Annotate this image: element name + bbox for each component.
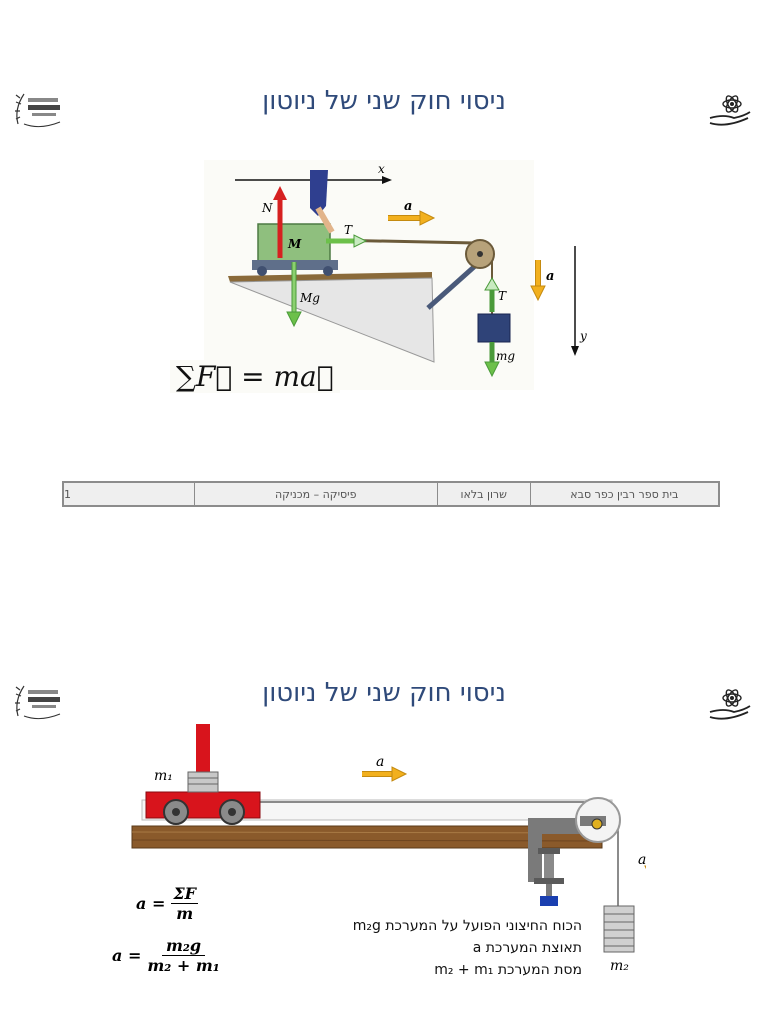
- a-top-label: a: [404, 199, 413, 214]
- x-axis-label: x: [378, 162, 385, 176]
- hanging-mass: [478, 314, 510, 342]
- mass-m1-rod: [196, 724, 210, 772]
- mg-label: mg: [496, 349, 516, 363]
- newton-second-law-formula: ∑F⃗ = ma⃗: [170, 360, 340, 393]
- a-right-label: a: [546, 269, 555, 284]
- m1-label: m₁: [154, 768, 173, 784]
- formula-a-sumF-over-m: [136, 884, 198, 923]
- a-right-label: a: [638, 852, 646, 868]
- a-top-label: a: [376, 754, 385, 770]
- explanation-external-force: הכוח החיצוני הפועל על המערכת m₂g: [352, 918, 582, 934]
- school-logo-2: [10, 676, 70, 726]
- y-axis-label: y: [580, 329, 587, 343]
- formula2-denominator: m₂ + m₁: [147, 956, 220, 975]
- m2-label: m₂: [610, 958, 629, 974]
- N-label: N: [262, 201, 273, 215]
- Mg-label: Mg: [300, 291, 320, 305]
- mass-m1: [188, 772, 218, 792]
- T-right-label: T: [498, 289, 507, 303]
- clamp-screw-pad: [540, 896, 558, 906]
- footer-author: שרון בלאו: [437, 483, 530, 505]
- formula1-numerator: ΣF: [173, 884, 197, 903]
- formula1-denominator: m: [176, 904, 194, 923]
- footer-subject: פיסיקה – מכניקה: [194, 483, 437, 505]
- slide1-title: ניסוי חוק שני של ניוטון: [262, 86, 506, 116]
- formula2-numerator: m₂g: [162, 936, 205, 956]
- science-hand-icon: [704, 90, 764, 140]
- footer-page: 1: [63, 487, 71, 501]
- formula1-lhs: a =: [136, 894, 166, 913]
- slide-footer: [62, 481, 720, 507]
- science-hand-icon-2: [704, 684, 764, 734]
- formula-a-m2g-over-total-mass: [112, 936, 220, 975]
- explanation-system-mass: מסת המערכת m₂ + m₁: [434, 962, 582, 978]
- T-top-label: T: [344, 223, 353, 237]
- footer-school: בית ספר רבין כפר סבא: [530, 483, 718, 505]
- school-logo: [10, 84, 70, 134]
- explanation-system-acceleration: תאוצת המערכת a: [472, 940, 582, 956]
- formula2-lhs: a =: [112, 946, 142, 965]
- slide2-title: ניסוי חוק שני של ניוטון: [262, 678, 506, 708]
- M-label: M: [288, 237, 302, 251]
- hanging-mass-m2: [604, 906, 634, 952]
